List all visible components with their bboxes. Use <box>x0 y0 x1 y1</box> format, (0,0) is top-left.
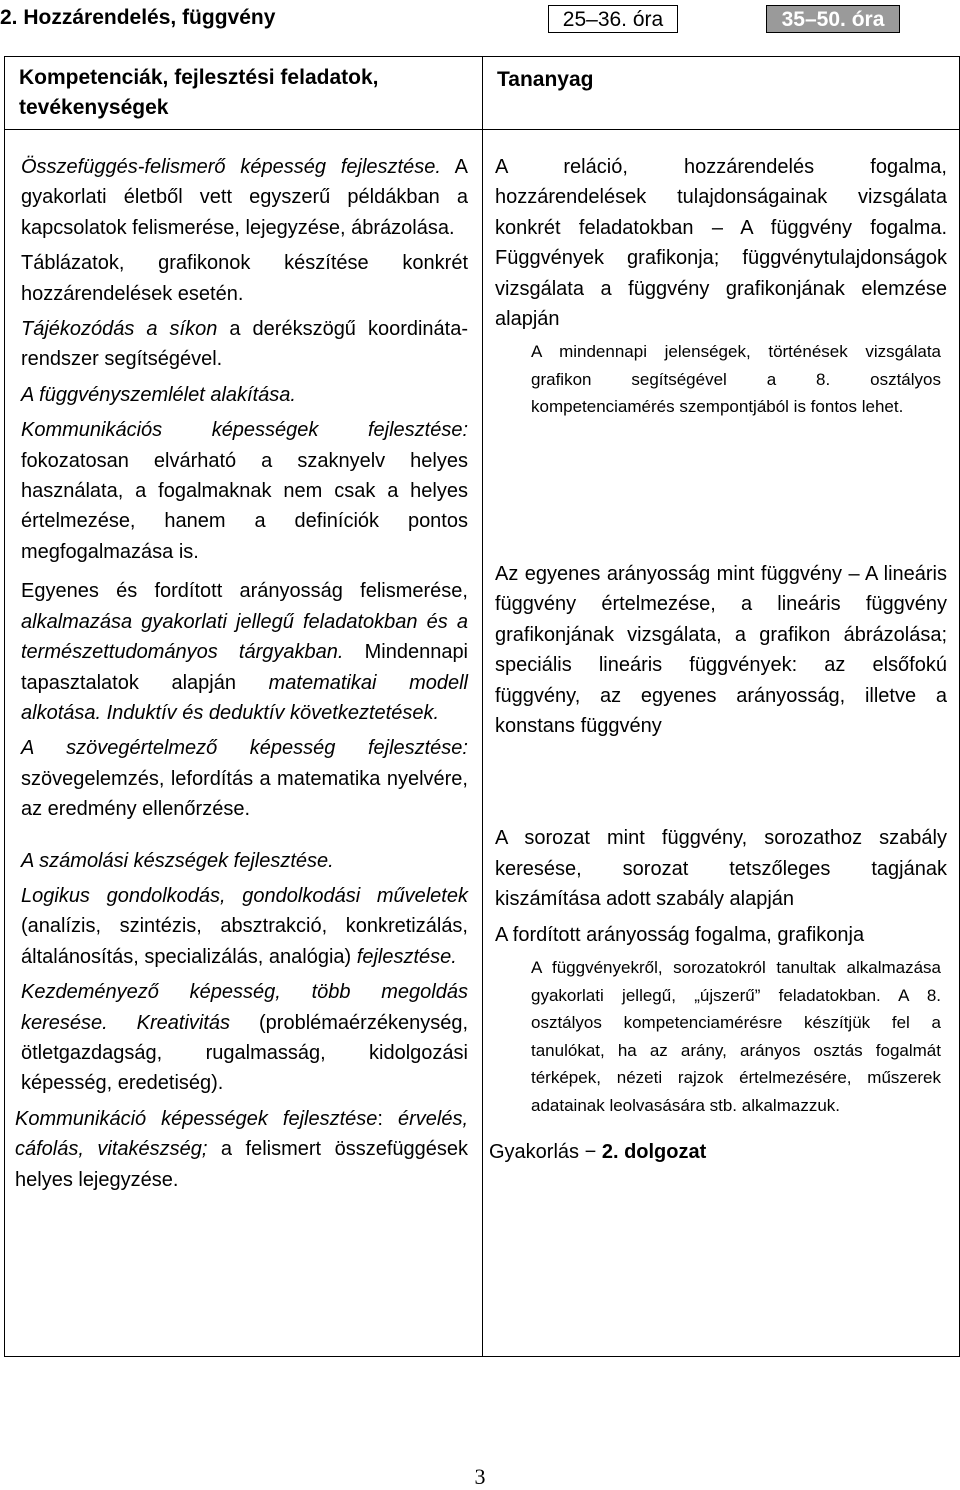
text: A gyakorlati életből vett egyszerű példákban a kapcsolatok felismerése, lejegyzése, ábrázolása. <box>21 156 468 239</box>
text: a felismert összefüggések helyes lejegyzése. <box>15 1138 468 1191</box>
hours-label-a: 25–36. óra <box>548 5 678 33</box>
text-italic: Kommunikáció képességek fejlesztése <box>15 1107 378 1130</box>
text: (analízis, szintézis, absztrakció, konkretizálás, általánosítás, specializálás, analógia) <box>21 915 468 968</box>
column-header-curriculum-text: Tananyag <box>497 68 594 91</box>
text-italic: Logikus gondolkodás, gondolkodási műveletek <box>21 884 468 907</box>
text-italic: alkalmazása gyakorlati jellegű feladatokban és a természettudományos tárgyakban. <box>21 610 468 664</box>
text: A sorozat mint függvény, sorozathoz szabály keresése, sorozat tetszőleges tagjának kiszámítása adott szabály alapján <box>495 827 947 911</box>
text: Egyenes és fordított arányosság felismerése, <box>21 580 468 603</box>
paragraph <box>495 152 947 334</box>
paragraph <box>21 314 468 375</box>
text: A fordított arányosság fogalma, grafikonja <box>495 923 865 946</box>
text: (problémaérzékenység, ötletgazdagság, rugalmasság, kidolgozási képesség, eredetiség). <box>21 1011 468 1095</box>
paragraph <box>21 733 468 824</box>
column-header-competencies <box>5 57 483 130</box>
text: a derékszögű koordináta-rendszer segítségével. <box>21 318 469 371</box>
paragraph <box>21 415 468 567</box>
text: szövegelemzés, lefordítás a matematika nyelvére, az eredmény ellenőrzése. <box>21 767 468 821</box>
paragraph <box>489 1137 947 1167</box>
text-italic: matematikai modell alkotása. Induktív és deduktív következtetések. <box>21 671 468 724</box>
text-italic: Tájékozódás a síkon <box>21 318 218 341</box>
page-number: 3 <box>474 1464 486 1489</box>
hours-label-b: 35–50. óra <box>766 5 900 33</box>
curriculum-cell <box>483 130 960 1357</box>
text-italic: A szövegértelmező képesség fejlesztése: <box>21 737 468 760</box>
competencies-cell <box>5 130 483 1357</box>
text: : <box>377 1107 398 1130</box>
curriculum-table <box>4 56 960 1357</box>
paragraph <box>495 823 947 914</box>
chapter-title: 2. Hozzárendelés, függvény <box>0 6 276 29</box>
paragraph <box>21 380 468 410</box>
paragraph <box>15 1104 468 1195</box>
column-header-competencies-text: Kompetenciák, fejlesztési feladatok, tevékenységek <box>19 66 379 119</box>
text-italic: fejlesztése. <box>356 945 457 968</box>
text: Mindennapi tapasztalatok alapján <box>21 641 469 694</box>
text: Táblázatok, grafikonok készítése konkrét hozzárendelések esetén. <box>21 252 468 305</box>
paragraph <box>21 977 468 1099</box>
paragraph <box>21 881 468 972</box>
text: fokozatosan elvárható a szaknyelv helyes használata, a fogalmaknak nem csak a helyes értelmezése, hanem a definíciók pontos megfogalmazása is. <box>21 449 468 563</box>
text-italic: Kezdeményező képesség, több megoldás keresése. Kreativitás <box>21 981 468 1034</box>
text: A mindennapi jelenségek, történések vizsgálata grafikon segítségével a 8. osztályos kompetenciamérés szempontjából is fontos lehet. <box>531 342 941 417</box>
text-italic: A számolási készségek fejlesztése. <box>21 849 334 872</box>
column-header-curriculum <box>483 57 960 130</box>
text-bold: 2. dolgozat <box>601 1141 707 1163</box>
text: Az egyenes arányosság mint függvény – A lineáris függvény értelmezése, a lineáris függvény grafikonjának vizsgálata, a grafikon ábrázolása; speciális lineáris függvények: az elsőfokú függvény, az egyenes arányosság, illetve a konstans függvény <box>495 562 947 737</box>
paragraph <box>495 559 947 741</box>
paragraph <box>495 920 947 950</box>
text-italic: Összefüggés-felismerő képesség fejlesztése. <box>21 156 441 178</box>
text: A reláció, hozzárendelés fogalma, hozzárendelések tulajdonságainak vizsgálata konkrét feladatokban – A függvény fogalma. Függvények grafikonja; függvénytulajdonságok vizsgálata a függvény grafikonjának elemzése alapján <box>495 156 947 331</box>
note-paragraph <box>495 338 947 421</box>
page-header <box>0 0 960 40</box>
text: Gyakorlás − <box>489 1141 602 1163</box>
text-italic: érvelés, cáfolás, vitakészség; <box>15 1107 468 1161</box>
paragraph <box>21 248 468 309</box>
text: A függvényekről, sorozatokról tanultak alkalmazása gyakorlati jellegű, „újszerű” feladatokban. A 8. osztályos kompetenciamérésre készítjük fel a tanulókat, ha az arány, arányos osztás fogalmát térképek, nézeti rajzok értelmezésére, műszerek adatainak leolvasására stb. alkalmazzuk. <box>531 958 941 1115</box>
paragraph <box>21 152 468 243</box>
text-italic: Kommunikációs képességek fejlesztése: <box>21 419 468 442</box>
note-paragraph <box>495 954 947 1119</box>
paragraph <box>21 576 468 728</box>
text-italic: A függvényszemlélet alakítása. <box>21 383 296 406</box>
paragraph <box>21 846 468 876</box>
